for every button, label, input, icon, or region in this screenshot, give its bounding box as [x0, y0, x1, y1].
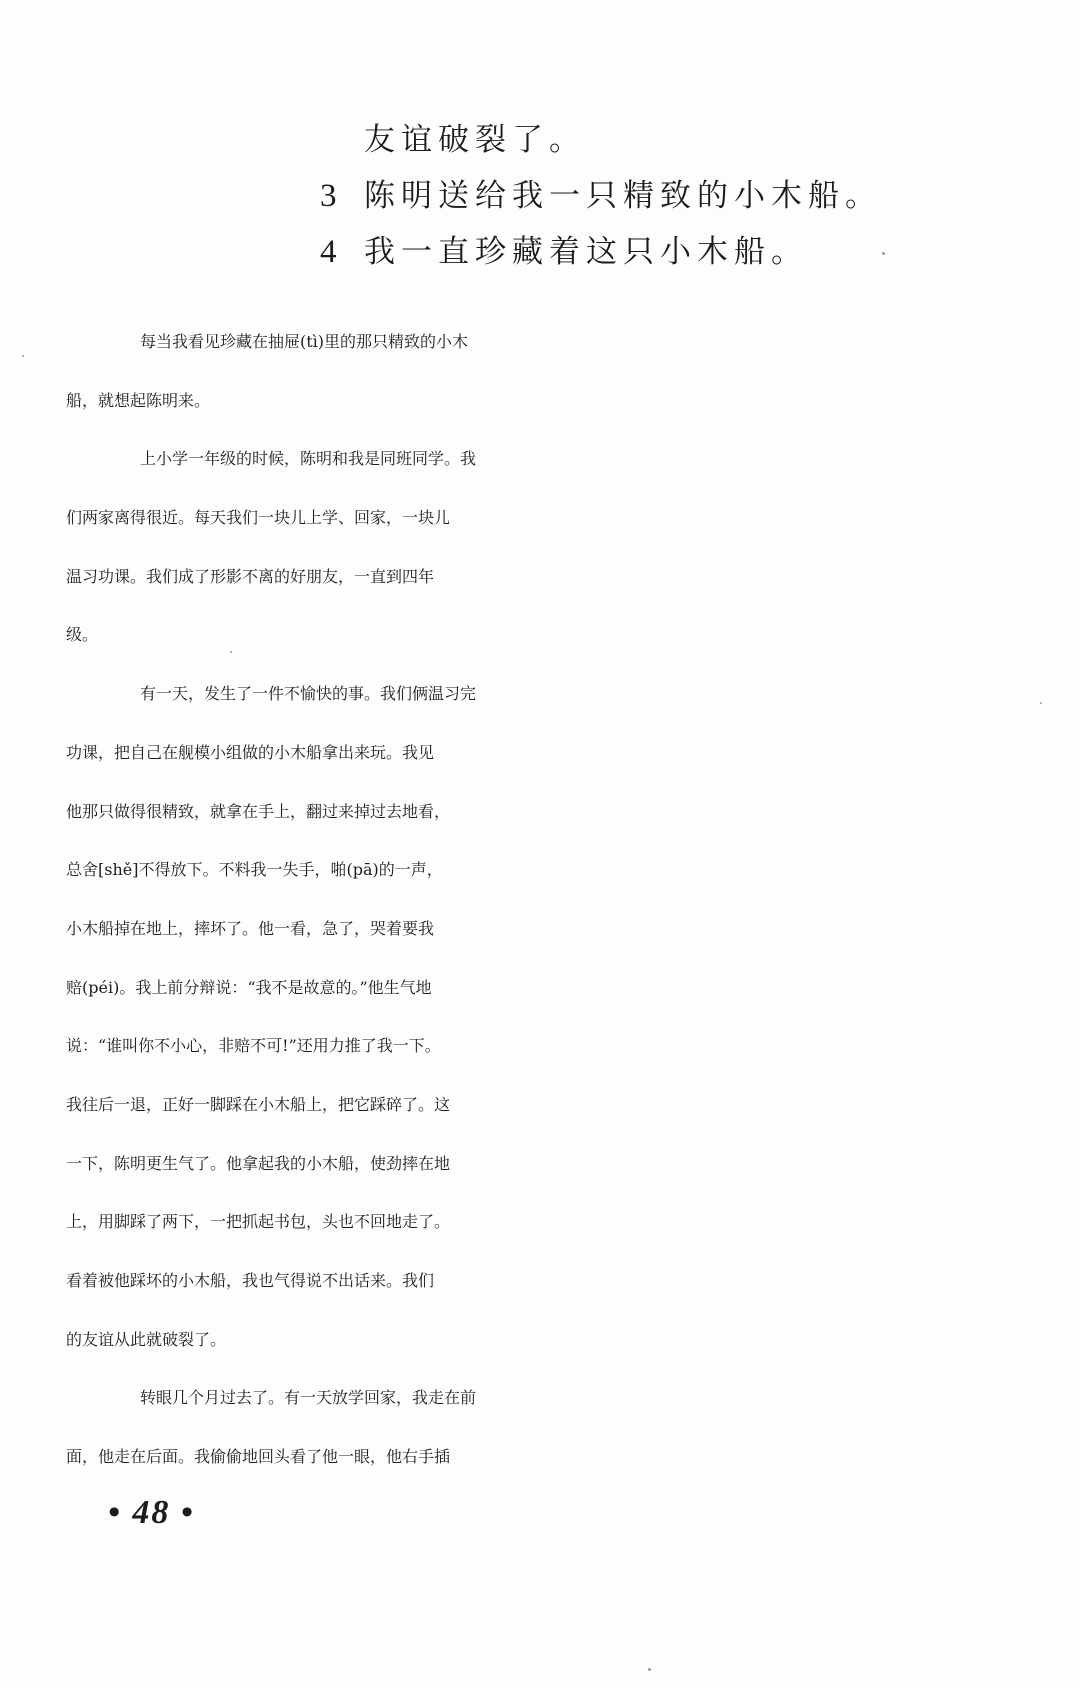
text-line: 我往后一退，正好一脚踩在小木船上，把它踩碎了。这: [66, 1094, 451, 1114]
outline-line-continued: [320, 112, 960, 168]
outline-item-4: [320, 224, 960, 280]
text-line: 每当我看见珍藏在抽屉(tì)里的那只精致的小木: [140, 332, 469, 351]
text-line: 上，用脚踩了两下，一把抓起书包，头也不回地走了。: [66, 1212, 451, 1232]
text-line: 温习功课。我们成了形影不离的好朋友，一直到四年: [66, 566, 435, 586]
text-line: 一下，陈明更生气了。他拿起我的小木船，使劲摔在地: [66, 1153, 451, 1173]
paragraph-3: [66, 681, 1006, 1385]
text-line: 有一天，发生了一件不愉快的事。我们俩温习完: [140, 684, 477, 704]
outline-item-3: [320, 168, 960, 224]
text-line: 他那只做得很精致，就拿在手上，翻过来掉过去地看，: [66, 801, 451, 821]
text-line: 赔(péi)。我上前分辩说：“我不是故意的。”他生气地: [66, 977, 432, 997]
text-line: 功课，把自己在舰模小组做的小木船拿出来玩。我见: [66, 742, 435, 762]
text-line: 总舍[shě]不得放下。不料我一失手，啪(pā)的一声，: [66, 860, 443, 880]
story-text: [66, 329, 1006, 1503]
outline-item-number: 4: [320, 234, 343, 270]
text-line: 们两家离得很近。每天我们一块儿上学、回家，一块儿: [66, 508, 451, 528]
scan-speck: [648, 1668, 651, 1671]
paragraph-4: [66, 1385, 1006, 1502]
text-line: 面，他走在后面。我偷偷地回头看了他一眼，他右手插: [66, 1447, 451, 1467]
text-line: 上小学一年级的时候，陈明和我是同班同学。我: [140, 449, 477, 469]
paragraph-2: [66, 446, 1006, 681]
outline-item-text: 我一直珍藏着这只小木船。: [364, 234, 808, 270]
text-line: 看着被他踩坏的小木船，我也气得说不出话来。我们: [66, 1271, 435, 1290]
page-number: • 48 •: [108, 1494, 195, 1531]
scan-speck: [22, 355, 24, 357]
text-line: 的友谊从此就破裂了。: [66, 1329, 227, 1349]
outline-list: [320, 112, 960, 280]
outline-continued-text: 友谊破裂了。: [364, 122, 586, 158]
text-line: 级。: [66, 625, 99, 645]
text-line: 船，就想起陈明来。: [66, 390, 211, 410]
paragraph-1: [66, 329, 1006, 446]
outline-item-number: 3: [320, 178, 343, 214]
outline-item-text: 陈明送给我一只精致的小木船。: [364, 178, 882, 214]
text-line: 说：“谁叫你不小心，非赔不可!”还用力推了我一下。: [66, 1036, 441, 1056]
text-line: 转眼几个月过去了。有一天放学回家，我走在前: [140, 1388, 477, 1408]
scan-speck: [1040, 702, 1042, 704]
scan-speck: [230, 651, 232, 653]
text-line: 小木船掉在地上，摔坏了。他一看，急了，哭着要我: [66, 918, 435, 938]
scan-speck: [882, 252, 885, 255]
